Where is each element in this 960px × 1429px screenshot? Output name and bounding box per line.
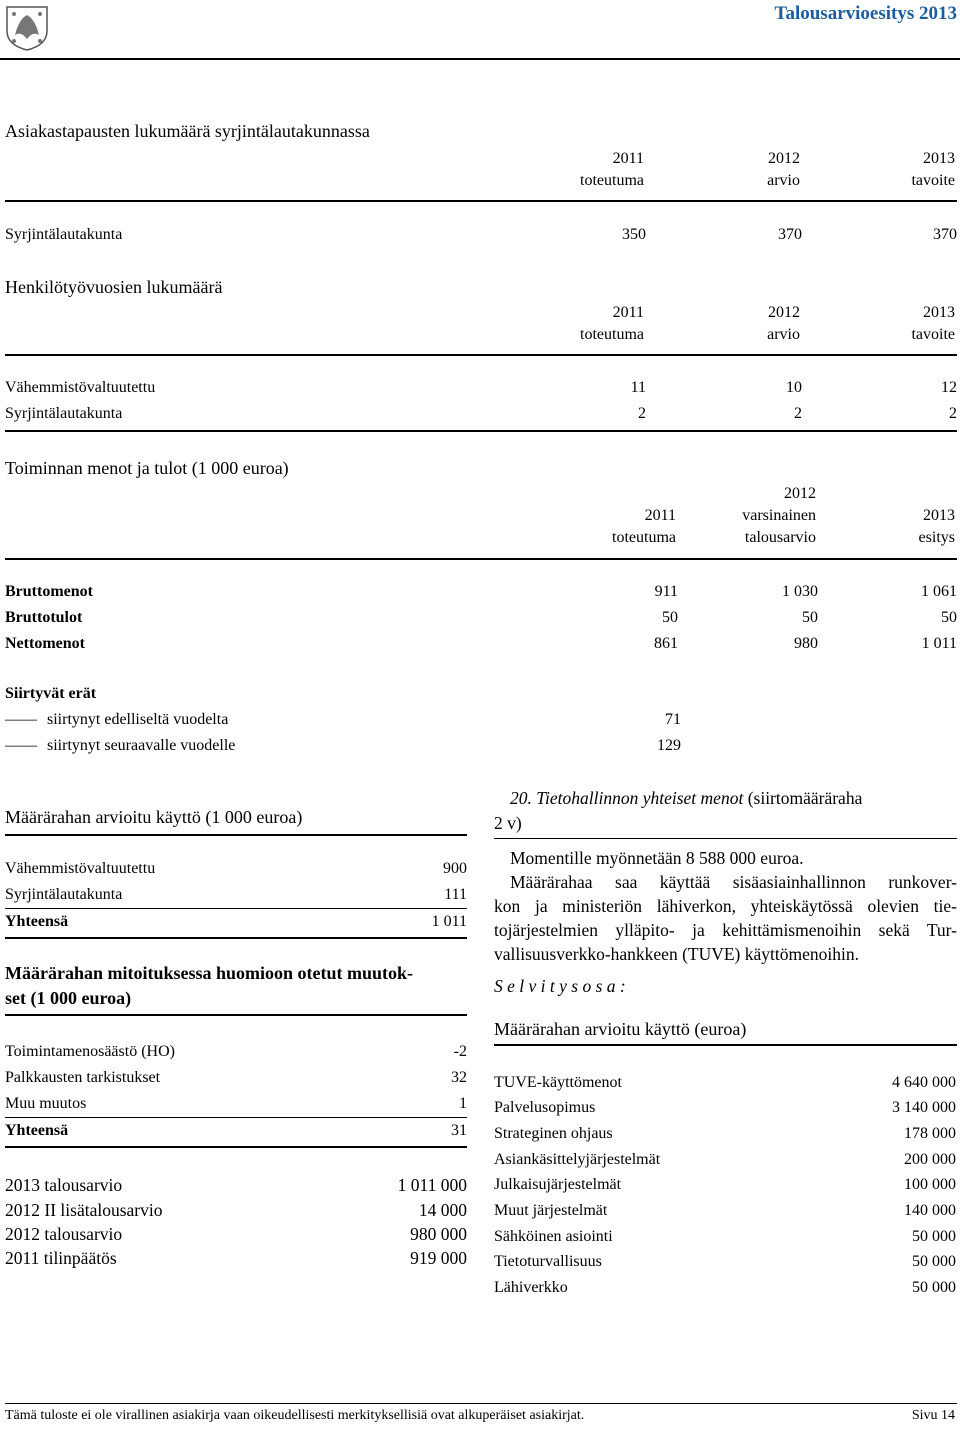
row-label: Vähemmistövaltuutettu [5,379,156,396]
row-value: 71 [665,711,681,728]
heading-rest: (siirtomääräraha [747,788,863,808]
left-changes-rule [5,1014,467,1016]
row-label: Asiankäsittelyjärjestelmät [494,1151,661,1168]
table-row [494,1149,956,1171]
table-row [5,377,957,399]
right-heading-line2: 2 v) [494,813,522,833]
row-value: 1 030 [782,583,818,600]
table2-col3-year: 2013 [923,304,955,321]
left-usage-total-rule [5,908,467,909]
row-value: 200 000 [904,1151,956,1168]
row-value: 50 [802,609,818,626]
row-value: 1 011 [921,635,957,652]
row-value: 178 000 [904,1125,956,1142]
table3-col3-year: 2013 [923,507,955,524]
footer-rule [5,1403,957,1404]
row-value: 1 061 [921,583,957,600]
row-value: 12 [941,379,957,396]
row-value: 2 [794,405,802,422]
table-row [5,607,957,629]
page-number: Sivu 14 [911,1408,955,1423]
row-value: 370 [778,226,802,243]
table-row [5,1093,467,1115]
row-value: 2 [949,405,957,422]
table-row [494,1072,956,1094]
row-value: 911 [654,583,678,600]
row-label: Strateginen ohjaus [494,1125,613,1142]
row-label: Bruttotulot [5,609,83,626]
table1-col1-year: 2011 [612,150,644,167]
table1-col3-sub: tavoite [911,172,955,189]
table1-header-rule [5,200,957,202]
table-row [5,735,681,757]
right-heading [510,788,862,809]
row-value: -2 [453,1043,467,1060]
row-value: 31 [451,1122,467,1139]
row-label: 2011 tilinpäätös [5,1248,117,1268]
row-value: 861 [654,635,678,652]
table-row [494,1251,956,1273]
row-label: 2012 talousarvio [5,1224,123,1244]
row-value: 370 [933,226,957,243]
table-row [5,1041,467,1063]
table1-title: Asiakastapausten lukumäärä syrjintälautakunnassa [5,121,370,141]
dash-marker: —— [5,711,37,728]
row-value: 10 [786,379,802,396]
row-label: siirtynyt edelliseltä vuodelta [47,711,229,728]
row-label: Tietoturvallisuus [494,1253,602,1270]
document-header-title: Talousarvioesitys 2013 [774,3,957,24]
left-changes-title-1: Määrärahan mitoituksessa huomioon otetut muutok- [5,963,414,983]
row-value: 50 [662,609,678,626]
table2-col1-sub: toteutuma [580,326,644,343]
table2-header-rule [5,354,957,356]
row-label: Julkaisujärjestelmät [494,1176,622,1193]
row-label: Yhteensä [5,1122,69,1139]
table-row [5,709,681,731]
row-value: 1 [459,1095,467,1112]
left-usage-rule [5,834,467,836]
row-label: Lähiverkko [494,1279,568,1296]
row-label: Vähemmistövaltuutettu [5,860,156,877]
table-row [494,1226,956,1248]
table-row [5,1067,467,1089]
row-value: 4 640 000 [892,1074,956,1091]
row-value: 1 011 000 [397,1175,467,1195]
table-row [5,633,957,655]
dash-marker: —— [5,737,37,754]
row-label: Syrjintälautakunta [5,886,123,903]
row-value: 100 000 [904,1176,956,1193]
table2-bottom-rule [5,430,957,432]
row-value: 350 [622,226,646,243]
row-value: 1 011 [431,913,467,930]
table-row [494,1174,956,1196]
row-label: Syrjintälautakunta [5,405,123,422]
left-changes-total-rule [5,1117,467,1118]
row-label: Sähköinen asiointi [494,1228,613,1245]
table3-header-rule [5,558,957,560]
table-row [5,858,467,880]
row-label: TUVE-käyttömenot [494,1074,622,1091]
table1-col1-sub: toteutuma [580,172,644,189]
row-value: 50 000 [912,1228,956,1245]
row-value: 900 [443,860,467,877]
row-label: Yhteensä [5,913,69,930]
heading-italic: 20. Tietohallinnon yhteiset menot [510,788,744,808]
right-usage-rule [494,1044,957,1046]
row-value: 980 [794,635,818,652]
row-label: Nettomenot [5,635,85,652]
table-row [5,884,467,906]
row-label: 2013 talousarvio [5,1175,123,1195]
table-row [5,1222,467,1246]
row-label: Syrjintälautakunta [5,226,123,243]
left-usage-bottom-rule [5,937,467,939]
right-usage-title: Määrärahan arvioitu käyttö (euroa) [494,1019,747,1039]
table-row [494,1200,956,1222]
left-changes-title-2: set (1 000 euroa) [5,988,132,1008]
transfers-title-label: Siirtyvät erät [5,685,97,702]
table3-col2-year: 2012 [784,485,816,502]
table-row [5,1120,467,1142]
right-para2-line2: kon ja ministeriön lähiverkon, yhteiskäytössä olevien tie- [494,896,957,916]
row-label: siirtynyt seuraavalle vuodelle [47,737,236,754]
row-label: Toimintamenosäästö (HO) [5,1043,175,1060]
table3-col2-sub: talousarvio [744,529,816,546]
table-row [5,911,467,933]
row-value: 50 [941,609,957,626]
row-value: 111 [444,886,467,903]
row-value: 32 [451,1069,467,1086]
coat-of-arms-icon [5,5,49,51]
table-row [5,581,957,603]
row-label: Palkkausten tarkistukset [5,1069,161,1086]
row-value: 980 000 [410,1224,467,1244]
table-row [494,1123,956,1145]
table2-col1-year: 2011 [612,304,644,321]
row-value: 50 000 [912,1279,956,1296]
right-para2-line1: Määrärahaa saa käyttää sisäasiainhallinnon runkover- [510,872,957,892]
row-label: Bruttomenot [5,583,93,600]
header-divider [0,58,960,60]
row-value: 11 [630,379,646,396]
table-row [494,1097,956,1119]
right-para1: Momentille myönnetään 8 588 000 euroa. [510,848,804,868]
row-value: 3 140 000 [892,1099,956,1116]
footer-disclaimer: Tämä tuloste ei ole virallinen asiakirja vaan oikeudellisesti merkityksellisiä ovat alkuperäiset asiakirjat. [5,1408,585,1423]
right-para2-line3: tojärjestelmien ylläpito- ja kehittämismenoihin sekä Tur- [494,920,957,940]
left-usage-title: Määrärahan arvioitu käyttö (1 000 euroa) [5,807,303,827]
table1-col2-sub: arvio [767,172,800,189]
table3-title: Toiminnan menot ja tulot (1 000 euroa) [5,458,289,478]
table1-col3-year: 2013 [923,150,955,167]
table-row [5,1173,467,1197]
right-para2-line4: vallisuusverkko-hankkeen (TUVE) käyttömenoihin. [494,944,859,964]
table3-col1-year: 2011 [644,507,676,524]
row-value: 14 000 [418,1200,467,1220]
table-row [5,1198,467,1222]
row-label: Palvelusopimus [494,1099,596,1116]
row-value: 2 [638,405,646,422]
right-usage-table [494,1072,956,1312]
table-row [5,1246,467,1270]
table2-col3-sub: tavoite [911,326,955,343]
row-label: Muu muutos [5,1095,87,1112]
row-value: 129 [657,737,681,754]
table-row [5,403,957,425]
table-row [494,1277,956,1299]
left-changes-bottom-rule [5,1146,467,1148]
table2-title: Henkilötyövuosien lukumäärä [5,277,223,297]
row-label: 2012 II lisätalousarvio [5,1200,163,1220]
right-heading-rule [494,838,957,839]
table2-col2-sub: arvio [767,326,800,343]
transfers-title [5,683,605,705]
table3-col1-sub: toteutuma [612,529,676,546]
row-value: 50 000 [912,1253,956,1270]
table3-col2-mid: varsinainen [742,507,816,524]
table3-col3-sub: esitys [918,529,955,546]
row-label: Muut järjestelmät [494,1202,608,1219]
row-value: 919 000 [410,1248,467,1268]
selvitysosa-label: S e l v i t y s o s a : [494,976,626,996]
table-row [5,224,957,246]
row-value: 140 000 [904,1202,956,1219]
table1-col2-year: 2012 [768,150,800,167]
table2-col2-year: 2012 [768,304,800,321]
